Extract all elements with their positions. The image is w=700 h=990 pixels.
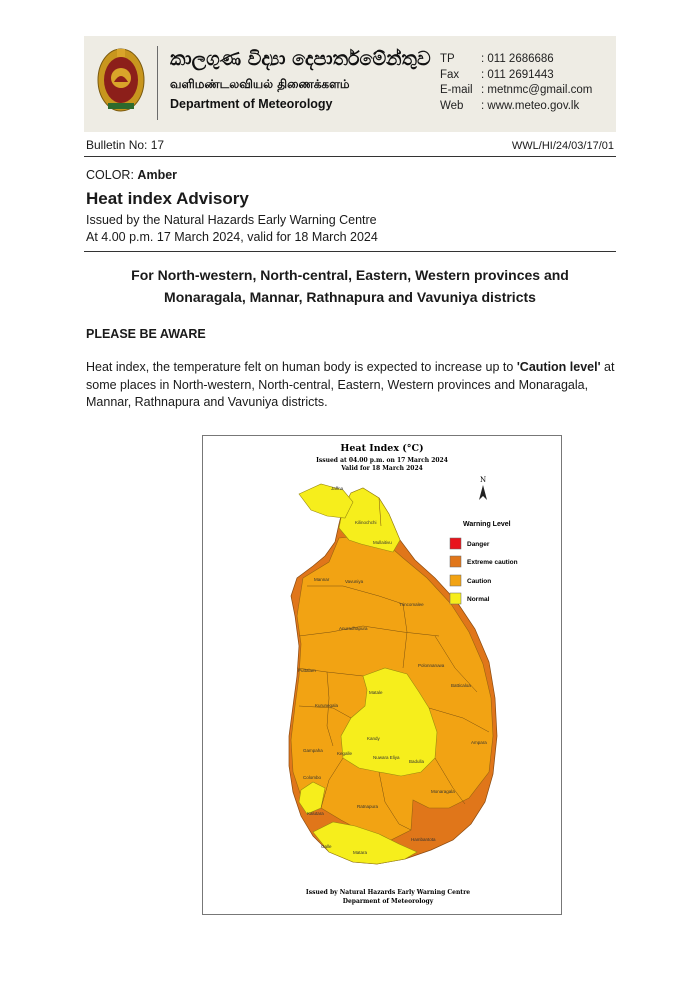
district-label: Ratnapura (357, 804, 379, 809)
bulletin-reference: WWL/HI/24/03/17/01 (511, 140, 614, 152)
para-suffix: at some places in North-western, North-central, Eastern, Western provinces and Monaragala, Mannar, Rathnapura and Vavuniya districts. (86, 360, 615, 409)
org-name-tamil: வளிமண்டலவியல் திணைக்களம் (170, 77, 350, 91)
legend-label: Extreme caution (467, 559, 518, 566)
divider-top (84, 156, 616, 157)
para-prefix: Heat index, the temperature felt on human body is expected to increase up to (86, 360, 517, 374)
district-label: Jaffna (331, 486, 344, 491)
para-level: 'Caution level' (516, 360, 601, 374)
district-label: Mannar (314, 577, 330, 582)
contact-key: Fax (440, 68, 460, 81)
legend-label: Caution (467, 578, 492, 585)
district-label: Kalutara (307, 811, 324, 816)
district-label: Trincomalee (399, 602, 424, 607)
map-title: Heat Index (°C) (340, 443, 424, 454)
contact-fax (440, 68, 592, 84)
bulletin-number: Bulletin No: 17 (86, 138, 165, 152)
district-label: Mullaitivu (373, 540, 392, 545)
contact-value: : 011 2691443 (481, 68, 554, 81)
region-normal-jaffna (299, 484, 353, 518)
north-label: N (479, 476, 487, 484)
district-label: Galle (321, 844, 332, 849)
district-label: Matara (353, 850, 368, 855)
district-label: Kurunegala (315, 703, 339, 708)
district-label: Colombo (303, 775, 322, 780)
issued-by: Issued by the Natural Hazards Early Warning Centre (86, 213, 377, 227)
legend-item-caution (450, 575, 491, 586)
legend-title: Warning Level (463, 521, 511, 528)
legend-item-extreme-caution (450, 556, 518, 567)
color-label: COLOR: (86, 168, 134, 182)
please-be-aware: PLEASE BE AWARE (86, 327, 206, 341)
legend-label: Normal (467, 596, 490, 603)
contact-key: Web (440, 99, 464, 112)
map-footer-2: Deparment of Meteorology (342, 898, 434, 905)
advisory-color (86, 168, 177, 182)
contact-value: : 011 2686686 (481, 53, 554, 65)
sri-lanka-emblem-icon (96, 46, 146, 114)
advisory-title: Heat index Advisory (86, 189, 249, 208)
district-label: Nuwara Eliya (373, 755, 400, 760)
map-svg (203, 436, 561, 914)
map-legend (450, 521, 518, 604)
north-arrow-icon (479, 476, 487, 500)
contact-tp (440, 52, 592, 68)
header-divider (157, 46, 158, 120)
sri-lanka-map (289, 484, 497, 864)
contact-value[interactable]: : www.meteo.gov.lk (481, 99, 580, 112)
map-issued: Issued at 04.00 p.m. on 17 March 2024 (316, 457, 448, 464)
district-label: Vavuniya (345, 579, 364, 584)
legend-label: Danger (467, 541, 490, 548)
org-name-english: Department of Meteorology (170, 97, 333, 111)
district-label: Anuradhapura (339, 626, 368, 631)
district-label: Gampaha (303, 748, 323, 753)
contact-web (440, 99, 592, 115)
district-label: Monaragala (431, 789, 455, 794)
district-label: Kandy (367, 736, 380, 741)
district-label: Ampara (471, 740, 487, 745)
contact-block (440, 52, 592, 114)
advisory-issued (86, 212, 378, 246)
letterhead (84, 36, 616, 132)
advisory-paragraph (86, 359, 616, 412)
legend-item-normal (450, 593, 490, 604)
district-label: Batticaloa (451, 683, 471, 688)
district-label: Matale (369, 690, 383, 695)
district-label: Polonnaruwa (418, 663, 445, 668)
region-line-1: For North-western, North-central, Eastern, Western provinces and (131, 267, 569, 283)
issued-at: At 4.00 p.m. 17 March 2024, valid for 18 March 2024 (86, 230, 378, 244)
org-name-sinhala: කාලගුණ විද්‍යා දෙපාර්තමේන්තුව (170, 48, 431, 70)
district-label: Hambantota (411, 837, 436, 842)
divider-middle (84, 251, 616, 252)
contact-key: TP (440, 53, 455, 65)
map-valid: Valid for 18 March 2024 (341, 465, 423, 472)
district-label: Puttalam (298, 668, 316, 673)
contact-key: E-mail (440, 84, 473, 96)
district-label: Badulla (409, 759, 425, 764)
district-label: Kilinochchi (355, 520, 377, 525)
region-heading (86, 264, 614, 308)
contact-email (440, 83, 592, 99)
map-footer-1: Issued by Natural Hazards Early Warning Centre (305, 889, 471, 896)
district-label: Kegalle (337, 751, 353, 756)
region-line-2: Monaragala, Mannar, Rathnapura and Vavuniya districts (164, 289, 536, 305)
heat-index-map (202, 435, 562, 915)
color-value: Amber (137, 168, 178, 182)
legend-item-danger (450, 538, 490, 549)
contact-value[interactable]: : metnmc@gmail.com (481, 84, 593, 96)
